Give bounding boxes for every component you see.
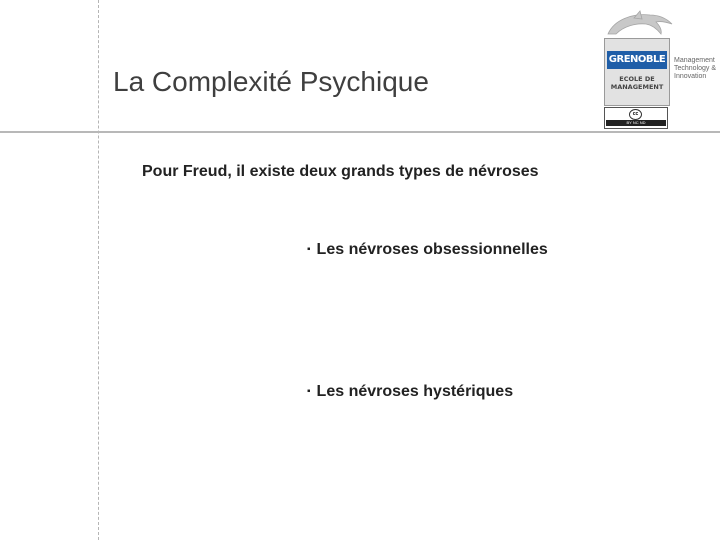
- header-divider: [0, 131, 720, 133]
- bullet-item-1: [307, 241, 548, 259]
- bullet-marker: ▪: [307, 244, 311, 255]
- intro-text: Pour Freud, il existe deux grands types de névroses: [142, 163, 539, 180]
- bullet-text: Les névroses obsessionnelles: [316, 241, 548, 258]
- cc-icon: cc: [629, 109, 642, 120]
- school-logo: [604, 10, 716, 130]
- left-guide-line: [98, 0, 99, 540]
- logo-badge: [604, 38, 670, 106]
- logo-tagline: Management Technology & Innovation: [674, 57, 717, 80]
- logo-subtitle: ECOLE DE MANAGEMENT: [610, 75, 664, 91]
- logo-brand-text: GRENOBLE: [607, 51, 667, 69]
- license-terms: BY NC ND: [606, 120, 666, 126]
- bullet-marker: ▪: [307, 386, 311, 397]
- bullet-text: Les névroses hystériques: [316, 383, 514, 400]
- slide-title: La Complexité Psychique: [113, 66, 429, 97]
- dolphin-icon: [604, 10, 674, 38]
- bullet-item-2: [307, 383, 513, 401]
- license-badge: [604, 107, 668, 129]
